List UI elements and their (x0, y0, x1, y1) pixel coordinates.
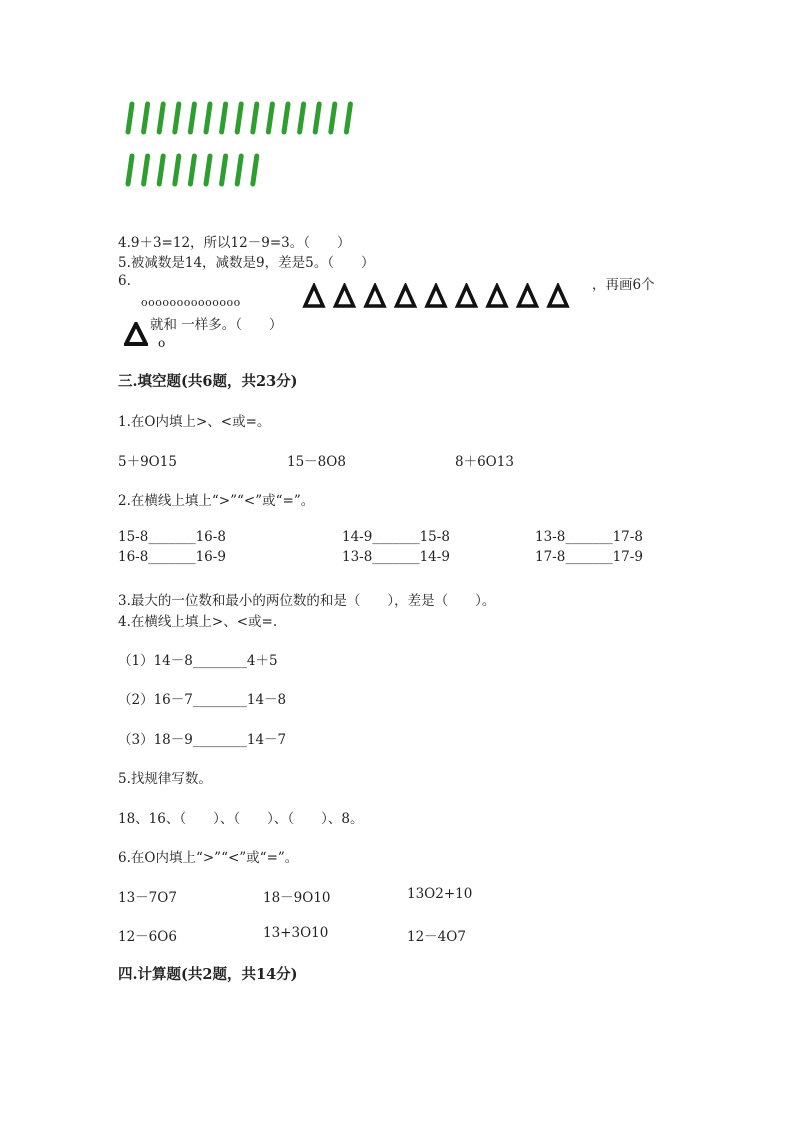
fill-q4-item-3: （3）18－9________14－7 (118, 732, 287, 748)
fill-q1-item-1: 5＋9O15 (118, 454, 177, 470)
counting-stick (331, 104, 335, 132)
counting-stick (222, 104, 226, 132)
fill-q1-item-2: 15－8O8 (287, 454, 346, 470)
section-3-title: 三.填空题(共6题，共23分) (118, 373, 298, 390)
triangle-icon (458, 286, 476, 306)
counting-stick (237, 104, 241, 132)
counting-stick (284, 104, 288, 132)
counting-stick (237, 156, 241, 184)
fill-q6-stem: 6.在O内填上“>”“<”或“=”。 (118, 850, 299, 866)
fill-q1-stem: 1.在O内填上>、<或=。 (118, 414, 271, 430)
fill-q6-r1-c3: 13O2+10 (407, 886, 473, 902)
judge-question-6-number: 6. (118, 273, 131, 289)
section-4-title: 四.计算题(共2题，共14分) (118, 966, 298, 983)
fill-q4-item-1: （1）14－8________4＋5 (118, 653, 278, 669)
counting-stick (315, 104, 319, 132)
counting-stick (190, 156, 194, 184)
counting-stick (222, 156, 226, 184)
fill-q4-item-2: （2）16－7________14－8 (118, 692, 287, 708)
triangle-icon (366, 286, 384, 306)
triangle-icon (488, 286, 506, 306)
counting-stick (190, 104, 194, 132)
counting-stick (175, 104, 179, 132)
fill-q3-stem: 3.最大的一位数和最小的两位数的和是（ ），差是（ ）。 (118, 593, 496, 609)
fill-q6-r1-c2: 18－9O10 (263, 890, 331, 906)
fill-q6-r2-c3: 12－4O7 (407, 929, 466, 945)
triangle-icon (397, 286, 415, 306)
triangle-icon (427, 286, 445, 306)
counting-stick (144, 156, 148, 184)
fill-q2-r1-c2: 14-9_______15-8 (342, 529, 450, 545)
fill-q5-stem: 5.找规律写数。 (118, 771, 212, 787)
small-circle: o (158, 336, 166, 350)
counting-stick (253, 156, 257, 184)
small-circles-row: oooooooooooooo (141, 296, 241, 309)
counting-stick (206, 156, 210, 184)
fill-q2-r2-c1: 16-8_______16-9 (118, 549, 226, 565)
counting-stick (159, 156, 163, 184)
fill-q2-stem: 2.在横线上填上“>”“<”或“=”。 (118, 493, 315, 509)
judge-question-6-line2: 就和 一样多。（ ） (150, 317, 283, 333)
counting-stick (159, 104, 163, 132)
triangle-icon (549, 286, 567, 306)
fill-q2-r1-c3: 13-8_______17-8 (535, 529, 643, 545)
counting-stick (253, 104, 257, 132)
judge-question-4: 4.9＋3=12，所以12－9=3。（ ） (118, 235, 351, 251)
counting-stick (346, 104, 350, 132)
triangle-icon (124, 322, 148, 346)
triangle-icon (336, 286, 354, 306)
fill-q2-r1-c1: 15-8_______16-8 (118, 529, 226, 545)
triangle-icon (519, 286, 537, 306)
fill-q5-sequence: 18、16、（ ）、（ ）、（ ）、8。 (118, 811, 364, 827)
counting-stick (175, 156, 179, 184)
fill-q6-r1-c1: 13－7O7 (118, 890, 177, 906)
fill-q4-stem: 4.在横线上填上>、<或=. (118, 614, 278, 630)
counting-stick (206, 104, 210, 132)
counting-stick (300, 104, 304, 132)
fill-q1-item-3: 8＋6O13 (455, 454, 514, 470)
counting-stick (144, 104, 148, 132)
fill-q6-r2-c2: 13+3O10 (263, 925, 329, 941)
counting-stick (268, 104, 272, 132)
triangles-row (302, 283, 578, 309)
triangle-icon (305, 286, 323, 306)
judge-question-6-tail: ，再画6个 (592, 277, 655, 293)
counting-sticks-figure (118, 98, 378, 198)
judge-question-5: 5.被减数是14，减数是9，差是5。（ ） (118, 255, 375, 271)
counting-stick (128, 104, 132, 132)
fill-q2-r2-c3: 17-8_______17-9 (535, 549, 643, 565)
fill-q2-r2-c2: 13-8_______14-9 (342, 549, 450, 565)
counting-stick (128, 156, 132, 184)
fill-q6-r2-c1: 12－6O6 (118, 929, 177, 945)
